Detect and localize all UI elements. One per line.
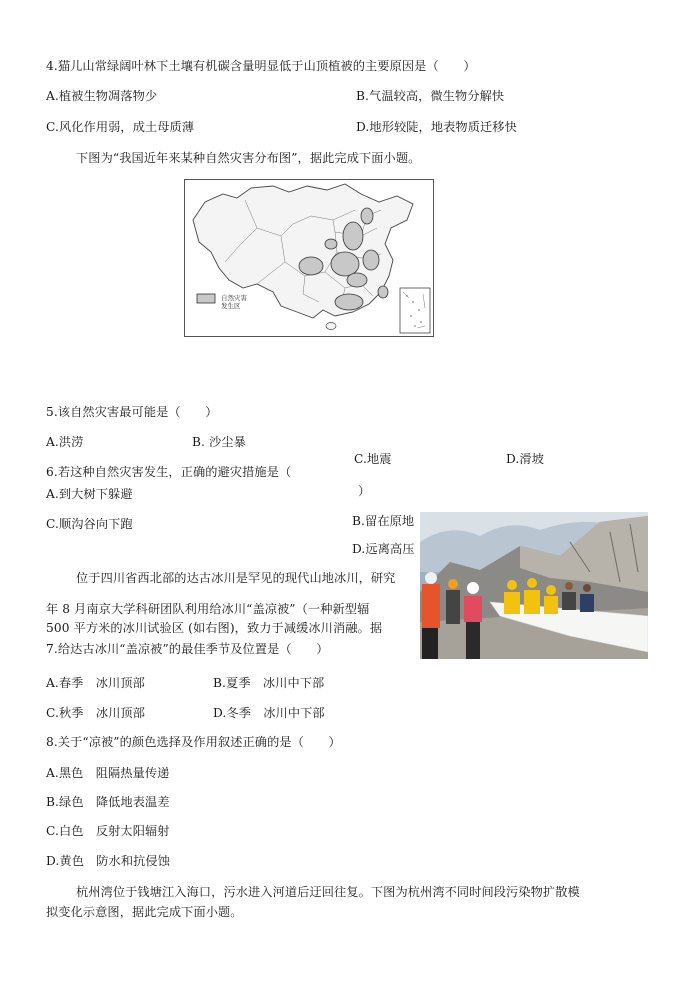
disaster-distribution-map	[184, 179, 434, 337]
q8-option-b: B.绿色 降低地表温差	[46, 795, 170, 809]
q4-option-a: A.植被生物凋落物少	[46, 89, 158, 103]
q4-option-c: C.风化作用弱，成土母质薄	[46, 120, 195, 134]
glacier-passage-line2: 年 8 月南京大学科研团队利用给冰川“盖凉被”（一种新型辐	[46, 602, 370, 616]
q8-option-a: A.黑色 阻隔热量传递	[46, 766, 170, 780]
q6-option-b: B.留在原地	[352, 514, 415, 528]
disaster-area	[361, 208, 373, 224]
legend-swatch	[197, 294, 215, 303]
q5-option-d: D.滑坡	[506, 452, 544, 466]
q8-option-d: D.黄色 防水和抗侵蚀	[46, 854, 170, 868]
q5-option-b: B. 沙尘暴	[192, 435, 246, 449]
q6-option-d: D.远离高压	[352, 542, 415, 556]
q4-stem: 4.猫儿山常绿阔叶林下土壤有机碳含量明显低于山顶植被的主要原因是（ ）	[46, 59, 476, 73]
disaster-area	[299, 257, 323, 275]
disaster-area	[343, 222, 363, 250]
q8-stem: 8.关于“凉被”的颜色选择及作用叙述正确的是（ ）	[46, 735, 341, 749]
q6-stem: 6.若这种自然灾害发生，正确的避灾措施是（	[46, 465, 292, 479]
q7-option-d: D.冬季 冰川中下部	[213, 706, 325, 720]
q4-option-d: D.地形较陡，地表物质迁移快	[356, 120, 517, 134]
disaster-area	[363, 250, 379, 270]
legend-label-line1: 自然灾害	[221, 294, 247, 302]
q6-stem-end: ）	[358, 484, 371, 498]
disaster-area	[335, 294, 363, 310]
q7-option-a: A.春季 冰川顶部	[46, 676, 145, 690]
q7-option-c: C.秋季 冰川顶部	[46, 706, 145, 720]
glacier-cover-photo	[420, 512, 648, 659]
disaster-area	[325, 239, 337, 249]
q4-option-b: B.气温较高，微生物分解快	[356, 89, 505, 103]
q5-option-a: A.洪涝	[46, 435, 84, 449]
q8-option-c: C.白色 反射太阳辐射	[46, 824, 170, 838]
disaster-area	[378, 286, 388, 298]
hainan-island	[326, 323, 336, 330]
q5-stem: 5.该自然灾害最可能是（ ）	[46, 405, 218, 419]
hangzhou-passage-line2: 拟变化示意图，据此完成下面小题。	[46, 905, 243, 919]
q7-option-b: B.夏季 冰川中下部	[213, 676, 325, 690]
disaster-area	[347, 273, 367, 287]
glacier-passage-line1: 位于四川省西北部的达古冰川是罕见的现代山地冰川，研究	[76, 571, 396, 585]
q7-stem: 7.给达古冰川“盖凉被”的最佳季节及位置是（ ）	[46, 642, 329, 656]
glacier-passage-line3: 500 平方米的冰川试验区 (如右图)，致力于减缓冰川消融。据	[46, 621, 383, 635]
q6-option-a: A.到大树下躲避	[46, 487, 133, 501]
intro-disaster-map: 下图为“我国近年来某种自然灾害分布图”，据此完成下面小题。	[76, 151, 421, 165]
disaster-area	[331, 252, 359, 276]
legend-label-line2: 发生区	[221, 302, 241, 310]
hangzhou-passage-line1: 杭州湾位于钱塘江入海口，污水进入河道后迂回往复。下图为杭州湾不同时间段污染物扩散模	[76, 885, 580, 899]
q5-option-c: C.地震	[354, 452, 392, 466]
q6-option-c: C.顺沟谷向下跑	[46, 517, 133, 531]
